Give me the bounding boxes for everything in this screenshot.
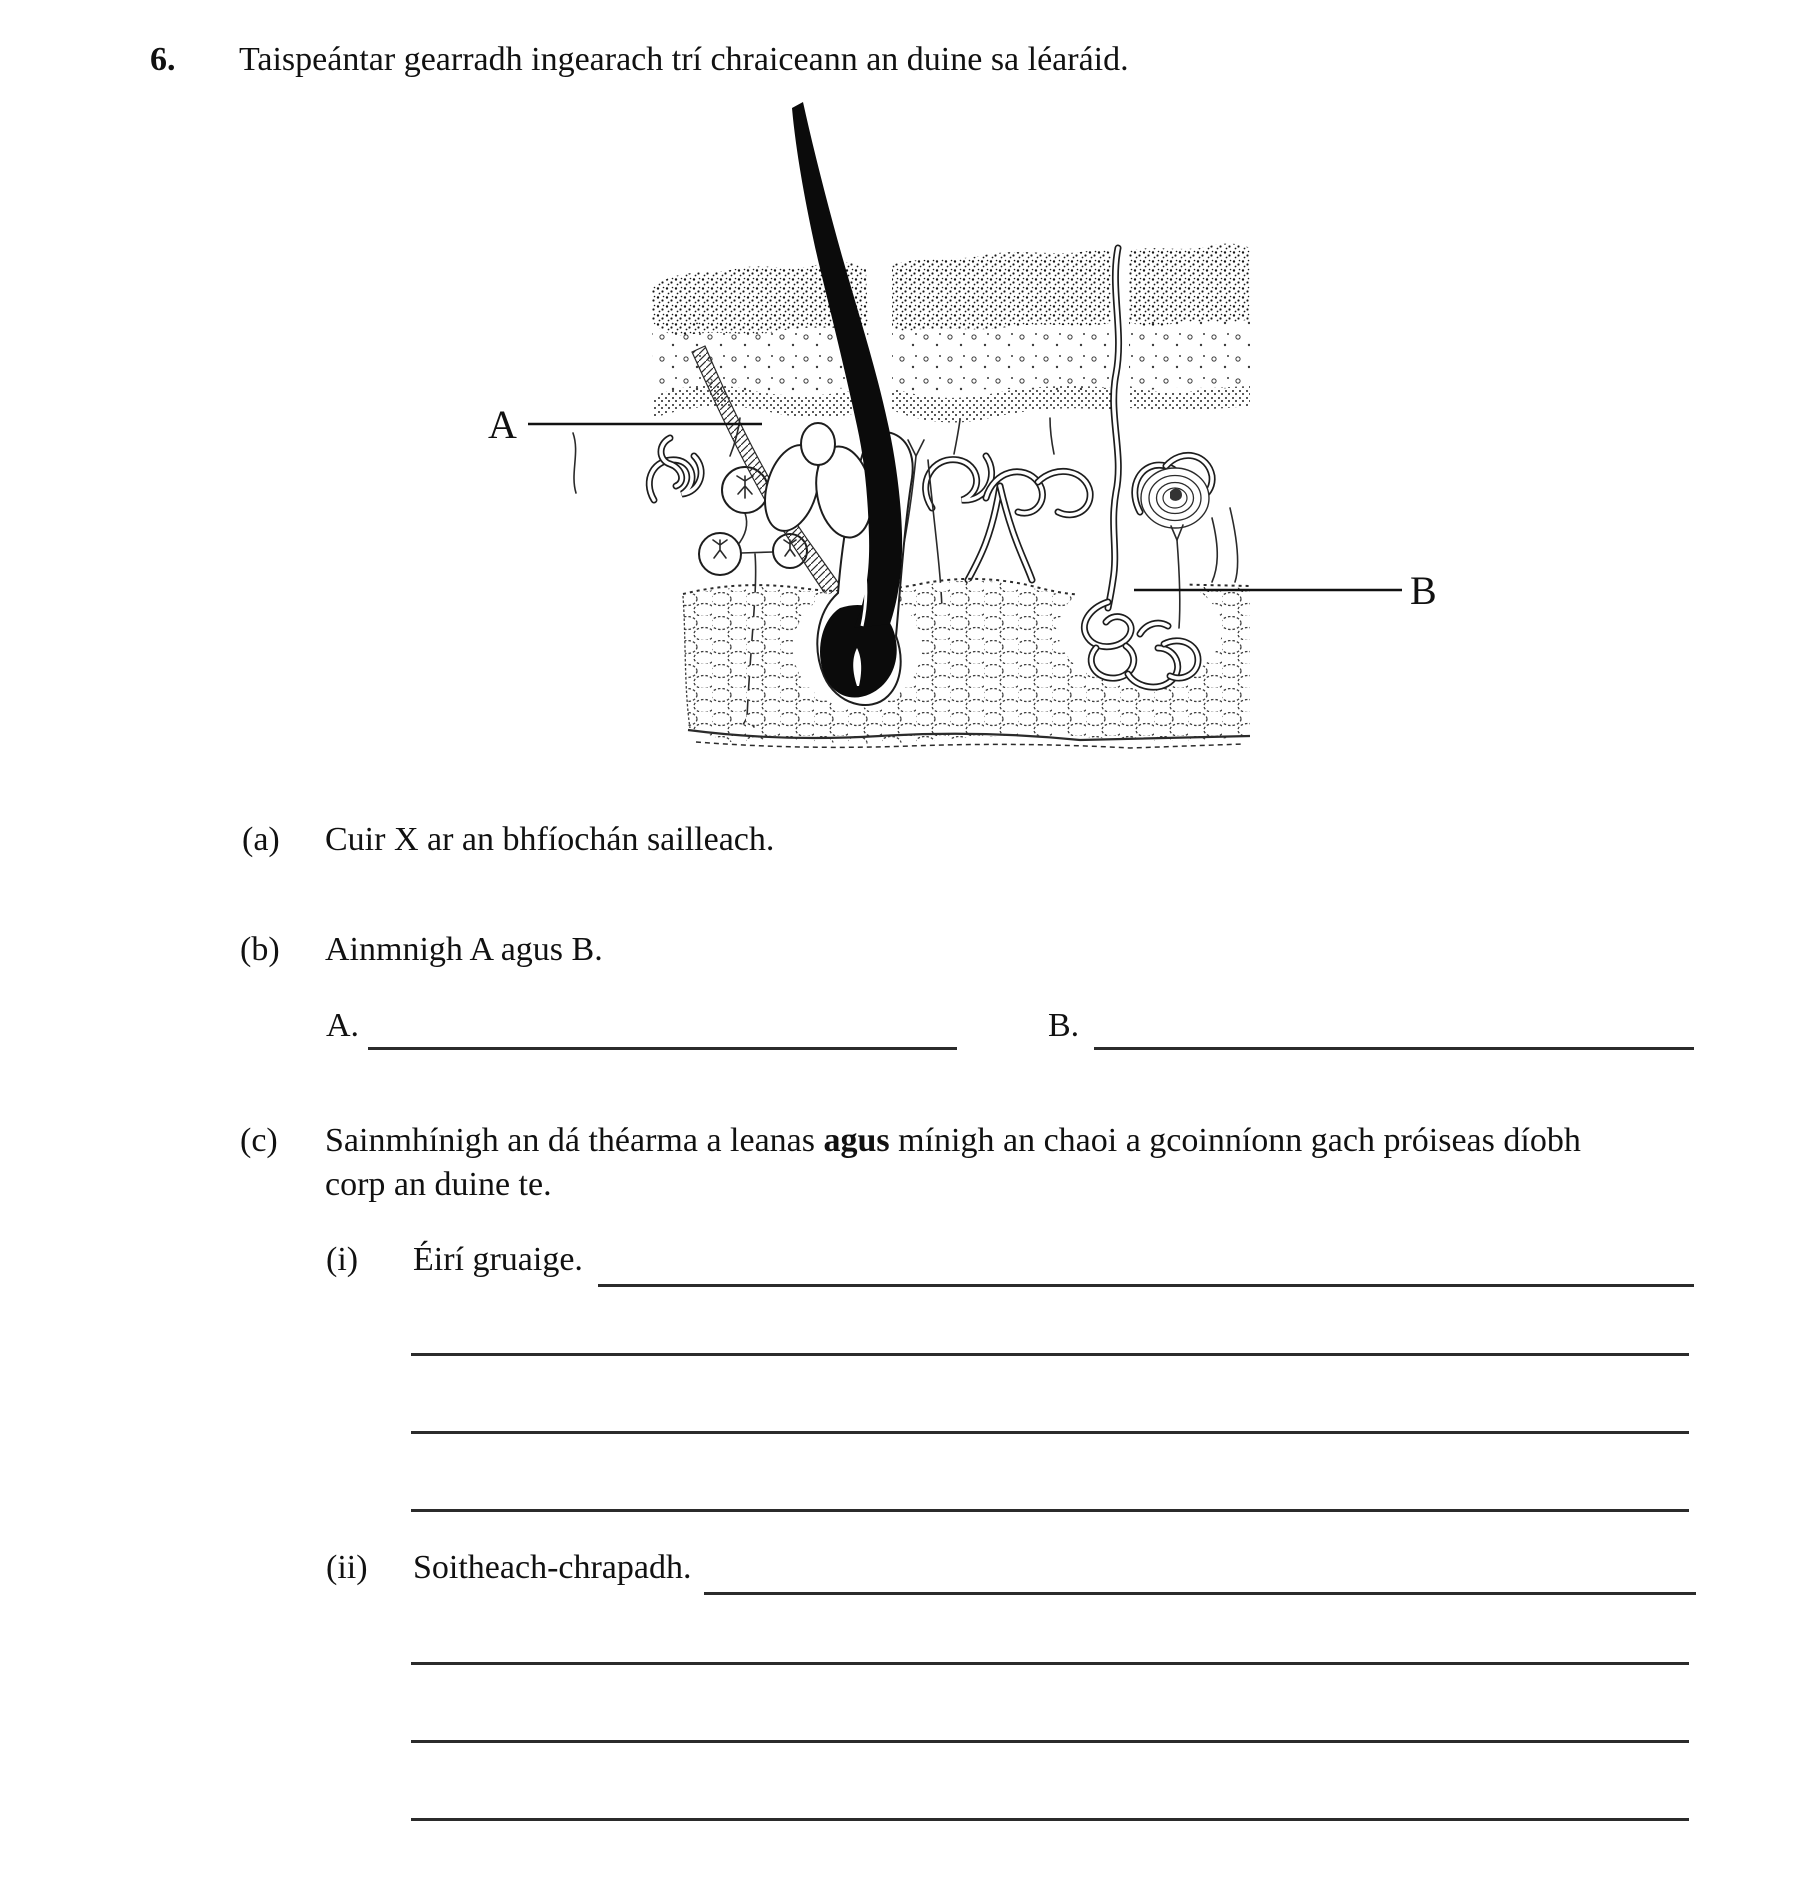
part-c-i-term: Éirí gruaige.: [413, 1241, 583, 1278]
part-c-ii-answer-line-3[interactable]: [411, 1740, 1689, 1743]
part-c-text-pre: Sainmhínigh an dá théarma a leanas: [325, 1122, 824, 1159]
diagram-label-a: A: [488, 402, 517, 447]
diagram-label-b: B: [1410, 568, 1437, 613]
part-b-text: Ainmnigh A agus B.: [325, 931, 603, 968]
part-c-marker: (c): [240, 1122, 278, 1159]
part-c-i-answer-line-2[interactable]: [411, 1353, 1689, 1356]
question-title: Taispeántar gearradh ingearach trí chraiceann an duine sa léaráid.: [239, 41, 1129, 78]
part-c-i-answer-line-3[interactable]: [411, 1431, 1689, 1434]
part-c-i-answer-line-1[interactable]: [598, 1284, 1694, 1287]
skin-cross-section-diagram: [440, 88, 1450, 778]
part-c-ii-answer-line-2[interactable]: [411, 1662, 1689, 1665]
answer-b-line[interactable]: [1094, 1047, 1694, 1050]
part-a-text: Cuir X ar an bhfíochán sailleach.: [325, 821, 775, 858]
part-a-marker: (a): [242, 821, 280, 858]
granular-layer: [652, 319, 1250, 423]
part-c-i-answer-line-4[interactable]: [411, 1509, 1689, 1512]
part-c-text-bold: agus: [823, 1122, 890, 1159]
answer-a-line[interactable]: [368, 1047, 957, 1050]
question-number: 6.: [150, 41, 176, 78]
part-c-ii-answer-line-4[interactable]: [411, 1818, 1689, 1821]
part-c-text-line1: [325, 1121, 1581, 1160]
answer-a-label: A.: [326, 1007, 360, 1044]
part-c-ii-term: Soitheach-chrapadh.: [413, 1549, 692, 1586]
answer-b-label: B.: [1048, 1007, 1080, 1044]
part-c-text-line2: corp an duine te.: [325, 1166, 552, 1203]
part-c-ii-answer-line-1[interactable]: [704, 1592, 1696, 1595]
part-b-marker: (b): [240, 931, 280, 968]
part-c-i-marker: (i): [326, 1241, 359, 1278]
part-c-ii-marker: (ii): [326, 1549, 368, 1586]
part-c-text-post: mínigh an chaoi a gcoinníonn gach próiseas díobh: [889, 1122, 1581, 1159]
